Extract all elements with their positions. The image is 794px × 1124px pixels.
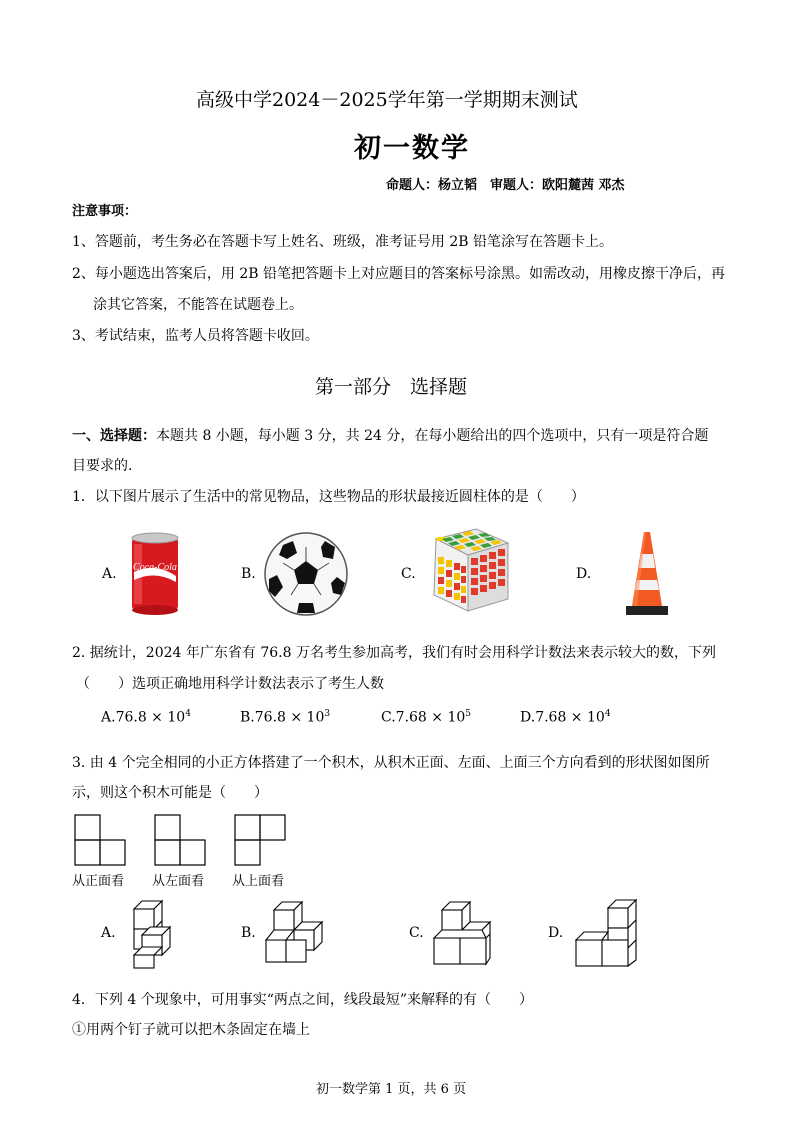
note-item-1: 1、答题前，考生务必在答题卡写上姓名、班级，准考证号用 2B 铅笔涂写在答题卡上。 [72, 234, 614, 250]
q3-option-d-cubes [572, 898, 644, 970]
q3-stem-line-1: 3. 由 4 个完全相同的小正方体搭建了一个积木，从积木正面、左面、上面三个方向看到的形状图如图所 [72, 755, 710, 771]
front-view-diagram [74, 814, 128, 866]
front-view-caption: 从正面看 [72, 874, 125, 889]
top-view-caption: 从上面看 [232, 874, 285, 889]
q2-option-c-label: C. [381, 709, 396, 726]
q2-option-a-label: A. [101, 709, 116, 726]
q3-option-c-cubes [430, 900, 498, 968]
part-title: 第一部分 选择题 [315, 376, 468, 398]
note-item-2-line-2: 涂其它答案，不能答在试题卷上。 [93, 297, 303, 313]
exam-title: 高级中学2024－2025学年第一学期期末测试 [196, 89, 578, 111]
notes-heading: 注意事项： [72, 204, 138, 219]
q3-option-c-label: C. [409, 925, 424, 941]
rubiks-cube-image [428, 525, 514, 615]
q4-stem: 4．下列 4 个现象中，可用事实“两点之间，线段最短”来解释的有（ ） [72, 992, 534, 1008]
q2-option-d-base: 7.68 × 10 [535, 709, 605, 726]
note-item-3: 3、考试结束，监考人员将答题卡收回。 [72, 328, 319, 344]
q1-stem: 1．以下图片展示了生活中的常见物品，这些物品的形状最接近圆柱体的是（ ） [72, 489, 585, 505]
page-footer: 初一数学第 1 页，共 6 页 [316, 1082, 467, 1097]
traffic-cone-image [624, 528, 670, 618]
q1-option-d-label: D. [576, 566, 592, 582]
section-intro-line-1 [72, 426, 708, 446]
q2-stem-line-2: （ ）选项正确地用科学计数法表示了考生人数 [76, 676, 384, 692]
section-intro-line-2: 目要求的. [72, 458, 133, 474]
q2-option-a [101, 704, 191, 728]
q2-stem-line-1: 2. 据统计，2024 年广东省有 76.8 万名考生参加高考，我们有时会用科学计数法来表示较大的数，下列 [72, 645, 716, 661]
q2-option-d [520, 704, 611, 728]
section-intro-text: 本题共 8 小题，每小题 3 分，共 24 分，在每小题给出的四个选项中，只有一项是符合题 [156, 428, 709, 444]
q2-option-c-exp: 5 [465, 709, 472, 719]
svg-text:Coca-Cola: Coca-Cola [133, 562, 177, 573]
q2-option-d-label: D. [520, 709, 536, 726]
q2-option-d-exp: 4 [604, 709, 611, 719]
q2-option-a-base: 76.8 × 10 [115, 709, 186, 726]
exam-authors: 命题人：杨立韬 审题人：欧阳麓茜 邓杰 [386, 178, 625, 193]
q2-option-c-base: 7.68 × 10 [395, 709, 466, 726]
section-intro-label: 一、选择题： [72, 428, 156, 444]
q3-option-b-cubes [262, 900, 334, 968]
q2-option-b-base: 76.8 × 10 [254, 709, 325, 726]
q3-stem-line-2: 示，则这个积木可能是（ ） [72, 785, 268, 801]
q2-option-b [240, 704, 330, 728]
q2-option-b-label: B. [240, 709, 255, 726]
q3-option-a-cubes [122, 897, 182, 969]
q2-option-c [381, 704, 471, 728]
q1-option-a-label: A. [102, 566, 117, 582]
q2-option-b-exp: 3 [324, 709, 331, 719]
q3-option-b-label: B. [241, 925, 256, 941]
soccer-ball-image [263, 531, 349, 617]
q3-option-a-label: A. [101, 925, 116, 941]
q1-option-b-label: B. [241, 566, 256, 582]
q4-item-1: ①用两个钉子就可以把木条固定在墙上 [72, 1022, 310, 1038]
top-view-diagram [234, 814, 288, 866]
q1-option-c-label: C. [401, 566, 416, 582]
subject-title: 初一数学 [354, 133, 470, 164]
q3-option-d-label: D. [548, 925, 564, 941]
cola-can-image [130, 532, 180, 616]
note-item-2-line-1: 2、每小题选出答案后，用 2B 铅笔把答题卡上对应题目的答案标号涂黑。如需改动，用橡皮擦干净后，再 [72, 266, 726, 282]
q2-option-a-exp: 4 [185, 709, 191, 719]
left-view-diagram [154, 814, 208, 866]
left-view-caption: 从左面看 [152, 874, 205, 889]
